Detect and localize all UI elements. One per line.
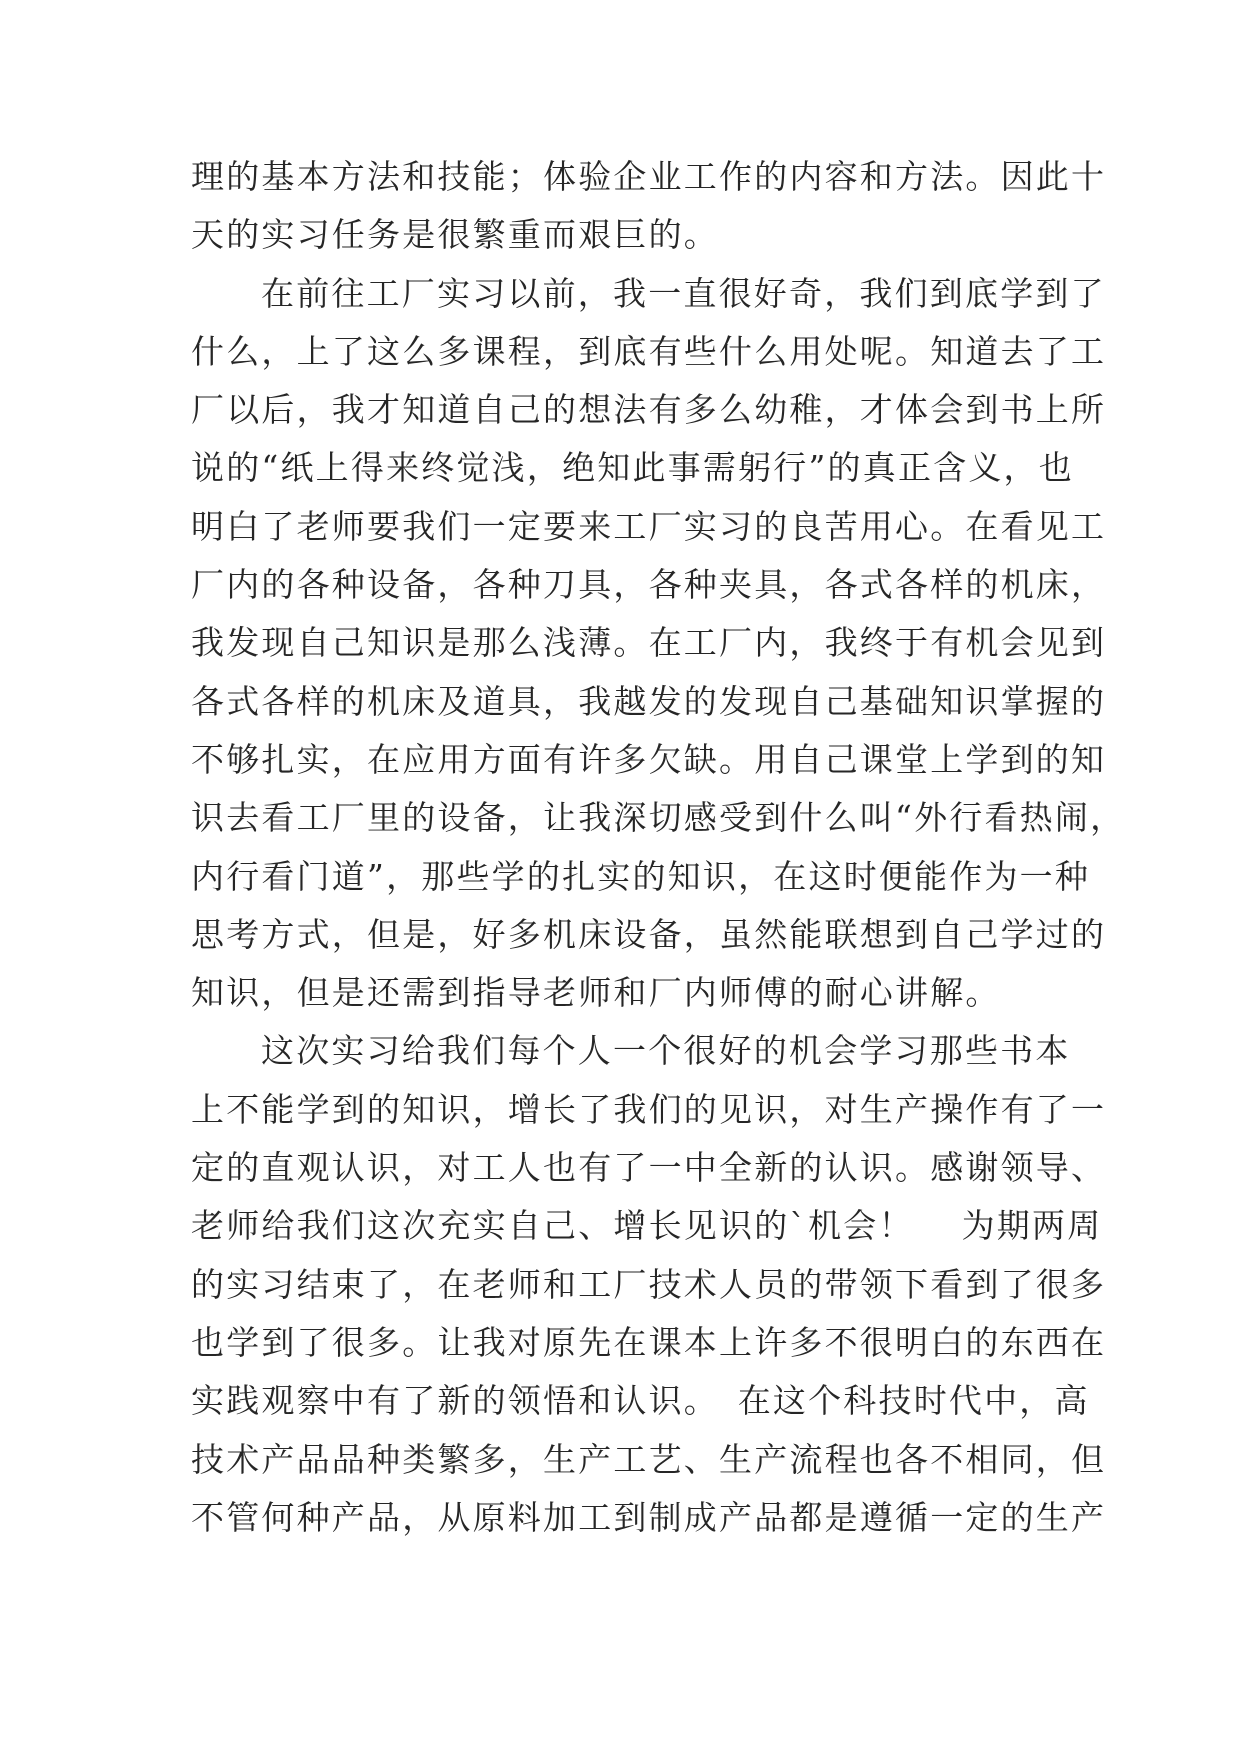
- text-line-12: 识去看工厂里的设备，让我深切感受到什么叫“外行看热闹，: [191, 798, 1126, 838]
- text-line-8: 厂内的各种设备，各种刀具，各种夹具，各式各样的机床，: [191, 565, 1107, 605]
- text-line-11: 不够扎实，在应用方面有许多欠缺。用自己课堂上学到的知: [191, 739, 1107, 779]
- text-line-5: 厂以后，我才知道自己的想法有多么幼稚，才体会到书上所: [191, 390, 1107, 430]
- text-line-20: 的实习结束了，在老师和工厂技术人员的带领下看到了很多: [191, 1264, 1107, 1304]
- text-line-23: 技术产品品种类繁多，生产工艺、生产流程也各不相同，但: [191, 1439, 1107, 1479]
- text-line-22: 实践观察中有了新的领悟和认识。 在这个科技时代中，高: [191, 1381, 1090, 1421]
- text-line-24: 不管何种产品，从原料加工到制成产品都是遵循一定的生产: [191, 1497, 1107, 1537]
- text-line-6: 说的“纸上得来终觉浅，绝知此事需躬行”的真正含义，也: [191, 448, 1074, 488]
- text-line-18: 定的直观认识，对工人也有了一中全新的认识。感谢领导、: [191, 1148, 1107, 1188]
- text-line-7: 明白了老师要我们一定要来工厂实习的良苦用心。在看见工: [191, 506, 1107, 546]
- paragraph-start-line: 在前往工厂实习以前，我一直很好奇，我们到底学到了: [261, 273, 1106, 313]
- text-line-2: 天的实习任务是很繁重而艰巨的。: [191, 215, 719, 255]
- text-line-13: 内行看门道”，那些学的扎实的知识，在这时便能作为一种: [191, 856, 1091, 896]
- text-line-19: 老师给我们这次充实自己、增长见识的`机会！ 为期两周: [191, 1206, 1103, 1246]
- text-line-1: 理的基本方法和技能；体验企业工作的内容和方法。因此十: [191, 157, 1107, 196]
- text-line-10: 各式各样的机床及道具，我越发的发现自己基础知识掌握的: [191, 681, 1107, 721]
- text-line-15: 知识，但是还需到指导老师和厂内师傅的耐心讲解。: [191, 973, 1001, 1013]
- body-text: [191, 148, 1126, 1547]
- text-line-14: 思考方式，但是，好多机床设备，虽然能联想到自己学过的: [191, 914, 1107, 954]
- text-line-9: 我发现自己知识是那么浅薄。在工厂内，我终于有机会见到: [191, 623, 1107, 663]
- text-line-17: 上不能学到的知识，增长了我们的见识，对生产操作有了一: [191, 1089, 1107, 1129]
- paragraph-start-line: 这次实习给我们每个人一个很好的机会学习那些书本: [261, 1031, 1071, 1071]
- text-line-4: 什么，上了这么多课程，到底有些什么用处呢。知道去了工: [191, 331, 1107, 371]
- text-line-21: 也学到了很多。让我对原先在课本上许多不很明白的东西在: [191, 1322, 1107, 1362]
